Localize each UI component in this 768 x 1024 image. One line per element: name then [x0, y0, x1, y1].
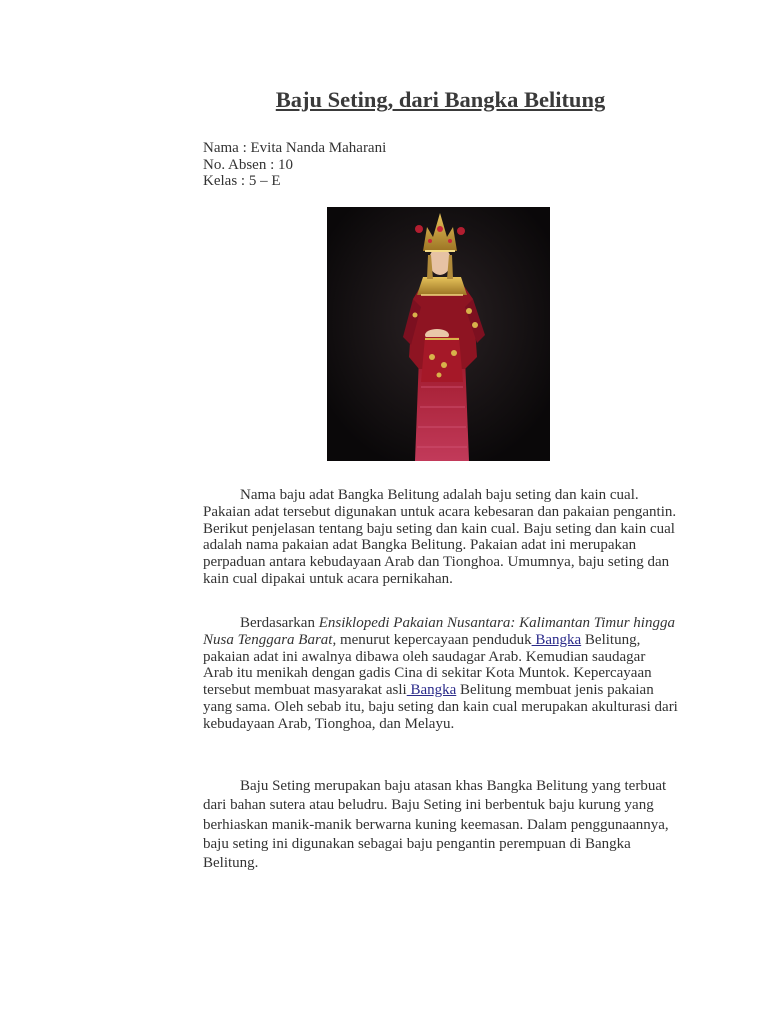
paragraph-3: Baju Seting merupakan baju atasan khas Bangka Belitung yang terbuat dari bahan sutera atau beludru. Baju Seting ini berbentuk baju kurung yang berhiaskan manik-manik berwarna kuning keemasan. Dalam penggunaannya, baju seting ini digunakan sebagai baju pengantin perempuan di Bangka Belitung.	[203, 778, 669, 872]
student-name: Nama : Evita Nanda Maharani	[203, 140, 387, 156]
paragraph-2-intro: Berdasarkan	[240, 615, 319, 631]
document-title: Baju Seting, dari Bangka Belitung	[275, 87, 606, 112]
student-absen: No. Absen : 10	[203, 156, 293, 173]
costume-photo	[327, 207, 550, 461]
student-info	[203, 140, 386, 190]
book-title: Ensiklopedi Pakaian Nusantara: Kalimantan Timur hingga Nusa Tenggara Barat	[203, 615, 675, 648]
paragraph-2-part3: Belitung membuat jenis pakaian yang sama. Oleh sebab itu, baju seting dan kain cual merupakan akulturasi dari kebudayaan Arab, Tionghoa, dan Melayu.	[203, 682, 678, 732]
bangka-link-1[interactable]: Bangka	[531, 631, 582, 648]
paragraph-1: Nama baju adat Bangka Belitung adalah baju seting dan kain cual. Pakaian adat tersebut digunakan untuk acara kebesaran dan pakaian pengantin. Berikut penjelasan tentang baju seting dan kain cual. Baju seting dan kain cual adalah nama pakaian adat Bangka Belitung. Pakaian adat ini merupakan perpaduan antara kebudayaan Arab dan Tionghoa. Umumnya, baju seting dan kain cual dipakai untuk acara pernikahan.	[203, 487, 677, 587]
paragraph-2	[203, 615, 678, 733]
paragraph-2-part1: , menurut kepercayaan penduduk	[332, 631, 532, 648]
student-class: Kelas : 5 – E	[203, 173, 281, 190]
bangka-link-2[interactable]: Bangka	[406, 682, 457, 699]
baju-seting-figure-image	[327, 207, 550, 461]
paragraph-2-part2: Belitung, pakaian adat ini awalnya dibawa oleh saudagar Arab. Kemudian saudagar Arab itu menikah dengan gadis Cina di sekitar Kota Muntok. Kepercayaan tersebut membuat masyarakat asli	[203, 631, 652, 699]
